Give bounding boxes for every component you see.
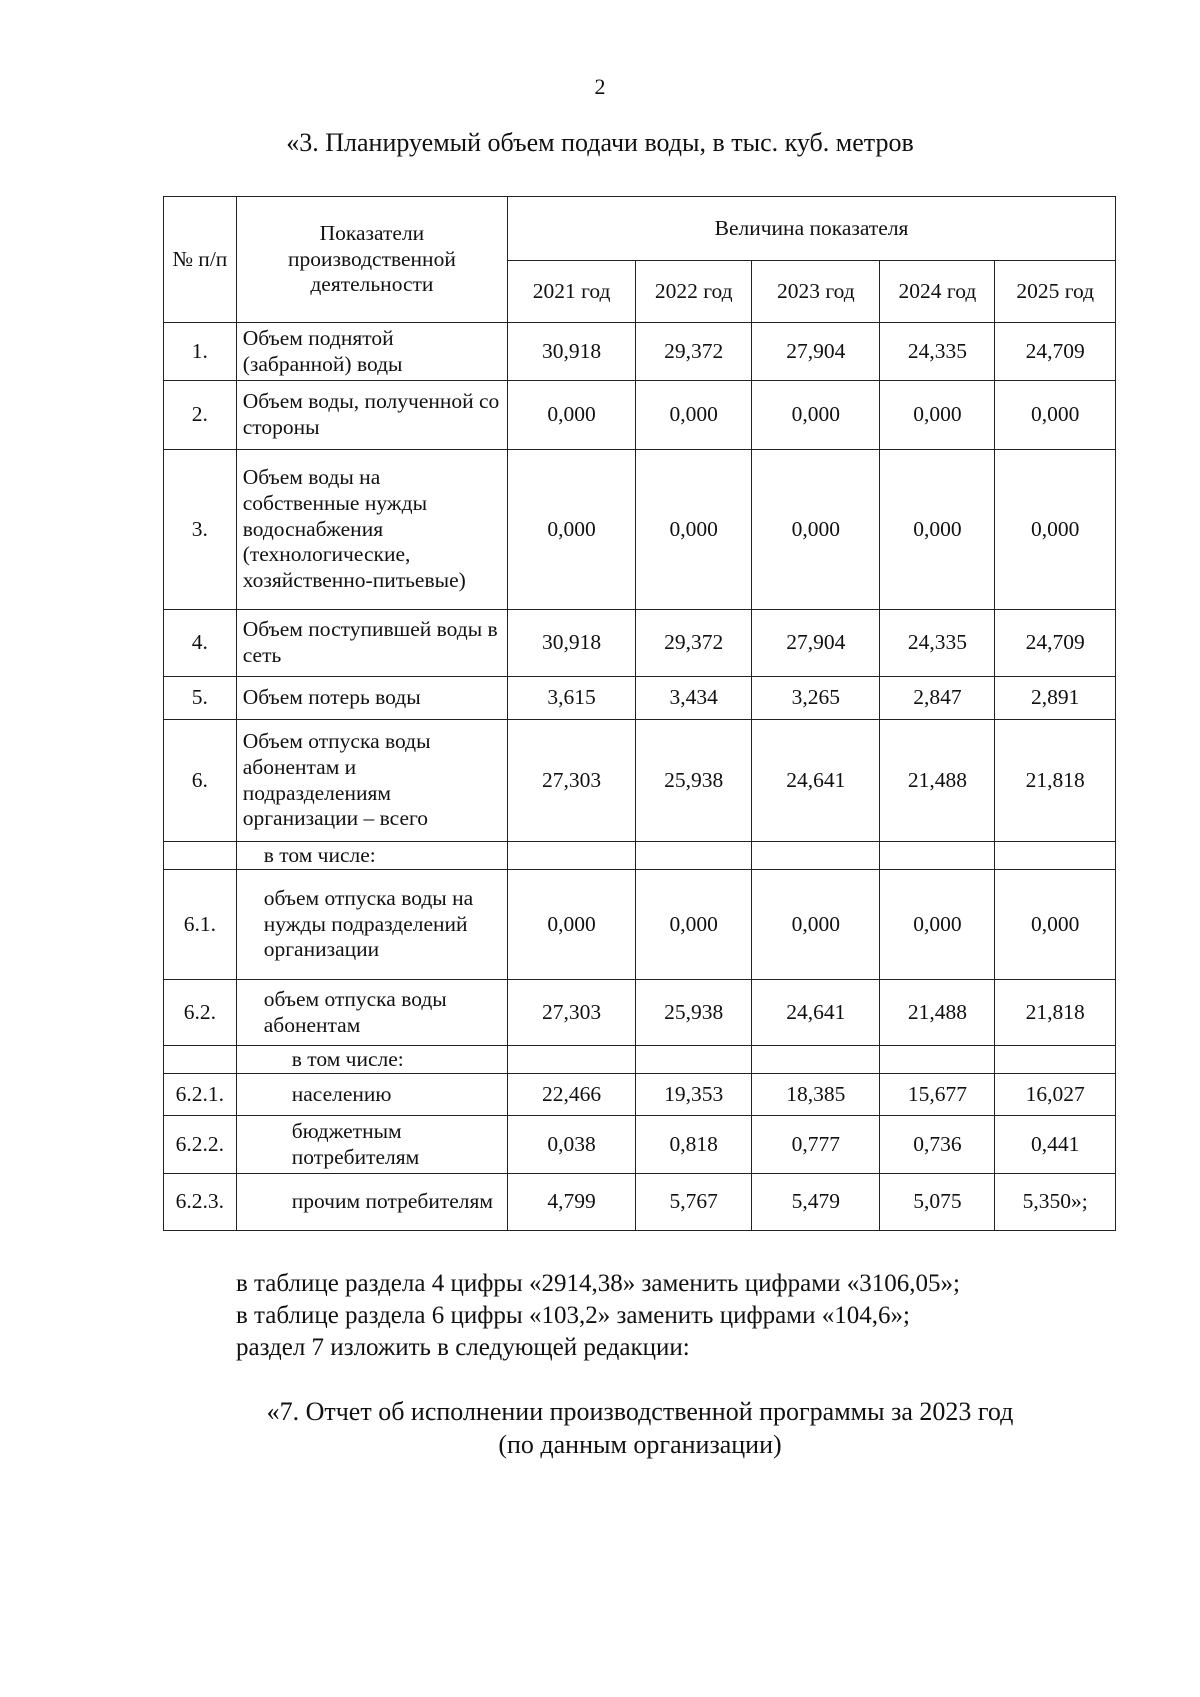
row-value: 21,818 xyxy=(995,980,1116,1046)
row-value: 29,372 xyxy=(636,610,752,677)
row-value: 19,353 xyxy=(636,1074,752,1116)
table-row xyxy=(164,720,1116,842)
row-value: 24,335 xyxy=(880,323,995,381)
row-num: 6.2.3. xyxy=(164,1174,237,1231)
header-year: 2023 год xyxy=(752,261,880,323)
row-value xyxy=(995,842,1116,870)
row-value: 16,027 xyxy=(995,1074,1116,1116)
row-value: 5,479 xyxy=(752,1174,880,1231)
row-value: 0,000 xyxy=(995,381,1116,450)
header-year: 2024 год xyxy=(880,261,995,323)
row-num: 1. xyxy=(164,323,237,381)
row-value: 5,350»; xyxy=(995,1174,1116,1231)
row-value: 0,777 xyxy=(752,1116,880,1174)
header-year: 2022 год xyxy=(636,261,752,323)
section-title: «3. Планируемый объем подачи воды, в тыс. куб. метров xyxy=(286,128,914,157)
row-value: 25,938 xyxy=(636,720,752,842)
row-value: 25,938 xyxy=(636,980,752,1046)
table-row xyxy=(164,677,1116,720)
row-value: 0,038 xyxy=(508,1116,636,1174)
amendment-notes xyxy=(236,1268,1136,1364)
row-value xyxy=(636,1046,752,1074)
row-value xyxy=(508,1046,636,1074)
row-value: 0,000 xyxy=(880,870,995,980)
row-value: 15,677 xyxy=(880,1074,995,1116)
row-num: 4. xyxy=(164,610,237,677)
table-row xyxy=(164,1046,1116,1074)
row-value xyxy=(636,842,752,870)
row-value: 0,000 xyxy=(508,450,636,610)
row-label: в том числе: xyxy=(236,1046,507,1074)
row-value: 5,075 xyxy=(880,1174,995,1231)
row-label: Объем отпуска воды абонентам и подразделениям организации – всего xyxy=(236,720,507,842)
row-value: 24,641 xyxy=(752,720,880,842)
note-line: в таблице раздела 4 цифры «2914,38» заменить цифрами «3106,05»; xyxy=(236,1270,960,1297)
row-value: 3,265 xyxy=(752,677,880,720)
table-row xyxy=(164,1074,1116,1116)
row-value: 5,767 xyxy=(636,1174,752,1231)
row-value: 0,000 xyxy=(752,381,880,450)
row-value xyxy=(995,1046,1116,1074)
row-value: 22,466 xyxy=(508,1074,636,1116)
header-num: № п/п xyxy=(164,197,237,323)
row-value xyxy=(508,842,636,870)
note-line: раздел 7 изложить в следующей редакции: xyxy=(236,1334,690,1361)
page-number: 2 xyxy=(594,74,606,99)
row-value: 0,736 xyxy=(880,1116,995,1174)
section-7-title: «7. Отчет об исполнении производственной программы за 2023 год xyxy=(266,1397,1014,1426)
row-num: 3. xyxy=(164,450,237,610)
row-value: 27,303 xyxy=(508,720,636,842)
table-row xyxy=(164,1174,1116,1231)
row-value: 2,891 xyxy=(995,677,1116,720)
row-value: 3,615 xyxy=(508,677,636,720)
water-supply-table xyxy=(163,196,1116,1231)
row-value: 0,000 xyxy=(880,450,995,610)
row-value: 30,918 xyxy=(508,610,636,677)
row-value: 0,441 xyxy=(995,1116,1116,1174)
row-label: Объем поднятой (забранной) воды xyxy=(236,323,507,381)
row-value: 21,488 xyxy=(880,980,995,1046)
row-value: 0,000 xyxy=(880,381,995,450)
row-value: 30,918 xyxy=(508,323,636,381)
row-value: 0,000 xyxy=(995,450,1116,610)
row-num: 6. xyxy=(164,720,237,842)
row-value: 0,000 xyxy=(752,450,880,610)
row-value xyxy=(752,1046,880,1074)
header-value-group: Величина показателя xyxy=(508,197,1116,261)
row-num xyxy=(164,1046,237,1074)
row-label: Объем поступившей воды в сеть xyxy=(236,610,507,677)
header-indicator: Показатели производственной деятельности xyxy=(236,197,507,323)
row-value: 24,335 xyxy=(880,610,995,677)
row-label: объем отпуска воды абонентам xyxy=(236,980,507,1046)
table-row xyxy=(164,980,1116,1046)
row-value xyxy=(752,842,880,870)
row-num: 6.1. xyxy=(164,870,237,980)
header-year: 2021 год xyxy=(508,261,636,323)
row-value: 0,000 xyxy=(752,870,880,980)
row-label: в том числе: xyxy=(236,842,507,870)
table-row xyxy=(164,1116,1116,1174)
row-value xyxy=(880,1046,995,1074)
row-value: 0,000 xyxy=(636,381,752,450)
note-line: в таблице раздела 6 цифры «103,2» заменить цифрами «104,6»; xyxy=(236,1302,910,1329)
table-row xyxy=(164,610,1116,677)
row-value: 0,000 xyxy=(636,870,752,980)
row-num xyxy=(164,842,237,870)
row-value: 27,303 xyxy=(508,980,636,1046)
row-label: Объем воды на собственные нужды водоснабжения (технологические, хозяйственно-питьевые) xyxy=(236,450,507,610)
row-label: бюджетным потребителям xyxy=(236,1116,507,1174)
row-value: 21,488 xyxy=(880,720,995,842)
table-row xyxy=(164,381,1116,450)
row-value: 21,818 xyxy=(995,720,1116,842)
row-value: 0,000 xyxy=(995,870,1116,980)
row-label: объем отпуска воды на нужды подразделений организации xyxy=(236,870,507,980)
section-7-heading xyxy=(180,1395,1100,1461)
row-value: 0,000 xyxy=(508,381,636,450)
row-value: 29,372 xyxy=(636,323,752,381)
row-value: 2,847 xyxy=(880,677,995,720)
row-value: 3,434 xyxy=(636,677,752,720)
row-label: прочим потребителям xyxy=(236,1174,507,1231)
row-value: 24,709 xyxy=(995,323,1116,381)
row-value: 0,000 xyxy=(636,450,752,610)
table-row xyxy=(164,842,1116,870)
table-row xyxy=(164,450,1116,610)
row-value: 24,709 xyxy=(995,610,1116,677)
row-value: 0,000 xyxy=(508,870,636,980)
row-num: 6.2.2. xyxy=(164,1116,237,1174)
row-label: Объем потерь воды xyxy=(236,677,507,720)
header-year: 2025 год xyxy=(995,261,1116,323)
row-label: Объем воды, полученной со стороны xyxy=(236,381,507,450)
row-value: 27,904 xyxy=(752,610,880,677)
row-value: 24,641 xyxy=(752,980,880,1046)
row-value xyxy=(880,842,995,870)
row-value: 4,799 xyxy=(508,1174,636,1231)
row-value: 18,385 xyxy=(752,1074,880,1116)
table-row xyxy=(164,323,1116,381)
row-num: 6.2. xyxy=(164,980,237,1046)
row-label: населению xyxy=(236,1074,507,1116)
table-row xyxy=(164,870,1116,980)
row-num: 5. xyxy=(164,677,237,720)
row-value: 0,818 xyxy=(636,1116,752,1174)
row-num: 2. xyxy=(164,381,237,450)
row-value: 27,904 xyxy=(752,323,880,381)
row-num: 6.2.1. xyxy=(164,1074,237,1116)
section-7-subtitle: (по данным организации) xyxy=(498,1430,782,1459)
